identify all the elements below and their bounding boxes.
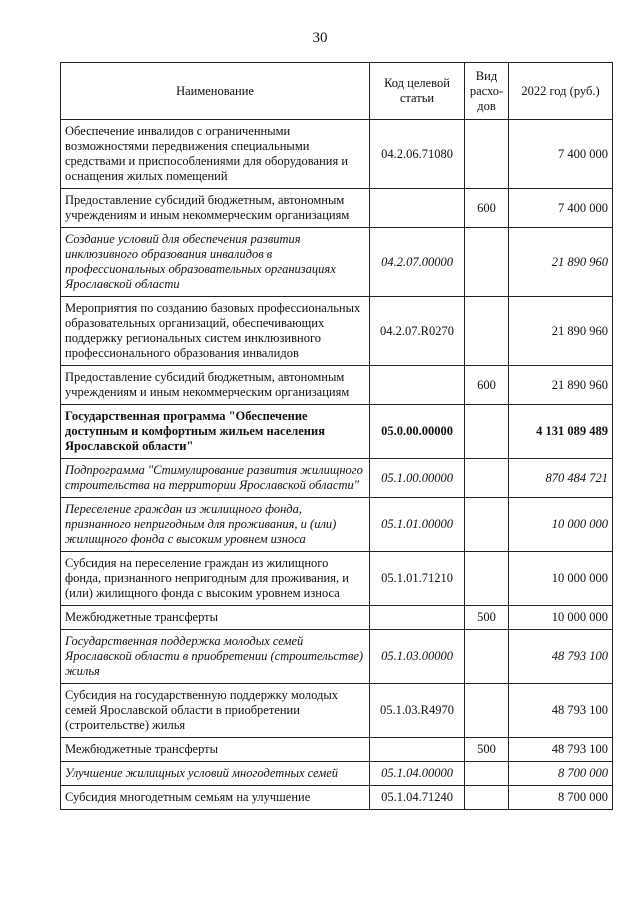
row-vid [465,297,509,366]
row-vid [465,786,509,810]
row-amount: 48 793 100 [509,684,613,738]
row-vid [465,762,509,786]
row-name: Субсидия на государственную поддержку молодых семей Ярославской области в приобретении (строительстве) жилья [61,684,370,738]
row-code [370,738,465,762]
row-code: 04.2.06.71080 [370,120,465,189]
row-name: Государственная поддержка молодых семей Ярославской области в приобретении (строительстве) жилья [61,630,370,684]
table-row [61,738,613,762]
row-vid: 600 [465,366,509,405]
row-amount: 48 793 100 [509,738,613,762]
row-code: 05.1.00.00000 [370,459,465,498]
table-row [61,297,613,366]
row-amount: 4 131 089 489 [509,405,613,459]
row-amount: 21 890 960 [509,297,613,366]
row-amount: 48 793 100 [509,630,613,684]
table-header-row [61,63,613,120]
row-name: Обеспечение инвалидов с ограниченными возможностями передвижения специальными средствами и приспособлениями для оборудования и оснащения жилых помещений [61,120,370,189]
row-amount: 10 000 000 [509,498,613,552]
table-row [61,459,613,498]
row-amount: 8 700 000 [509,762,613,786]
row-amount: 10 000 000 [509,606,613,630]
row-name: Предоставление субсидий бюджетным, автономным учреждениям и иным некоммерческим организациям [61,189,370,228]
header-code: Код целевой статьи [370,63,465,120]
table-row [61,366,613,405]
table-row [61,630,613,684]
table-row [61,762,613,786]
row-name: Создание условий для обеспечения развития инклюзивного образования инвалидов в профессиональных образовательных организациях Ярославской области [61,228,370,297]
row-code [370,366,465,405]
row-name: Государственная программа "Обеспечение доступным и комфортным жильем населения Ярославской области" [61,405,370,459]
header-name: Наименование [61,63,370,120]
table-row [61,120,613,189]
row-name: Предоставление субсидий бюджетным, автономным учреждениям и иным некоммерческим организациям [61,366,370,405]
row-vid: 500 [465,738,509,762]
row-code [370,189,465,228]
table-row [61,498,613,552]
row-vid [465,552,509,606]
row-amount: 8 700 000 [509,786,613,810]
row-vid: 500 [465,606,509,630]
table-row [61,189,613,228]
row-amount: 21 890 960 [509,228,613,297]
row-name: Субсидия на переселение граждан из жилищного фонда, признанного непригодным для проживания, и (или) жилищного фонда с высоким уровнем износа [61,552,370,606]
row-name: Подпрограмма "Стимулирование развития жилищного строительства на территории Ярославской области" [61,459,370,498]
table-row [61,684,613,738]
row-vid [465,498,509,552]
table-row [61,552,613,606]
row-code: 05.1.01.71210 [370,552,465,606]
row-name: Улучшение жилищных условий многодетных семей [61,762,370,786]
row-code: 04.2.07.R0270 [370,297,465,366]
row-code [370,606,465,630]
header-vid: Вид расхо-дов [465,63,509,120]
row-code: 05.1.04.00000 [370,762,465,786]
header-amount: 2022 год (руб.) [509,63,613,120]
page-number: 30 [312,30,328,46]
row-vid [465,459,509,498]
row-vid [465,228,509,297]
row-code: 05.1.04.71240 [370,786,465,810]
row-name: Мероприятия по созданию базовых профессиональных образовательных организаций, обеспечивающих поддержку региональных систем инклюзивного профессионального образования инвалидов [61,297,370,366]
row-vid [465,684,509,738]
row-amount: 7 400 000 [509,189,613,228]
row-vid [465,630,509,684]
row-code: 05.1.03.R4970 [370,684,465,738]
row-amount: 7 400 000 [509,120,613,189]
budget-table [60,62,613,810]
row-amount: 21 890 960 [509,366,613,405]
row-name: Межбюджетные трансферты [61,738,370,762]
row-code: 05.1.03.00000 [370,630,465,684]
row-code: 05.1.01.00000 [370,498,465,552]
row-vid: 600 [465,189,509,228]
table-row [61,606,613,630]
row-code: 04.2.07.00000 [370,228,465,297]
row-vid [465,405,509,459]
table-row [61,405,613,459]
row-code: 05.0.00.00000 [370,405,465,459]
row-vid [465,120,509,189]
row-amount: 10 000 000 [509,552,613,606]
row-name: Переселение граждан из жилищного фонда, признанного непригодным для проживания, и (или) жилищного фонда с высоким уровнем износа [61,498,370,552]
row-name: Межбюджетные трансферты [61,606,370,630]
row-name: Субсидия многодетным семьям на улучшение [61,786,370,810]
row-amount: 870 484 721 [509,459,613,498]
table-row [61,786,613,810]
table-row [61,228,613,297]
